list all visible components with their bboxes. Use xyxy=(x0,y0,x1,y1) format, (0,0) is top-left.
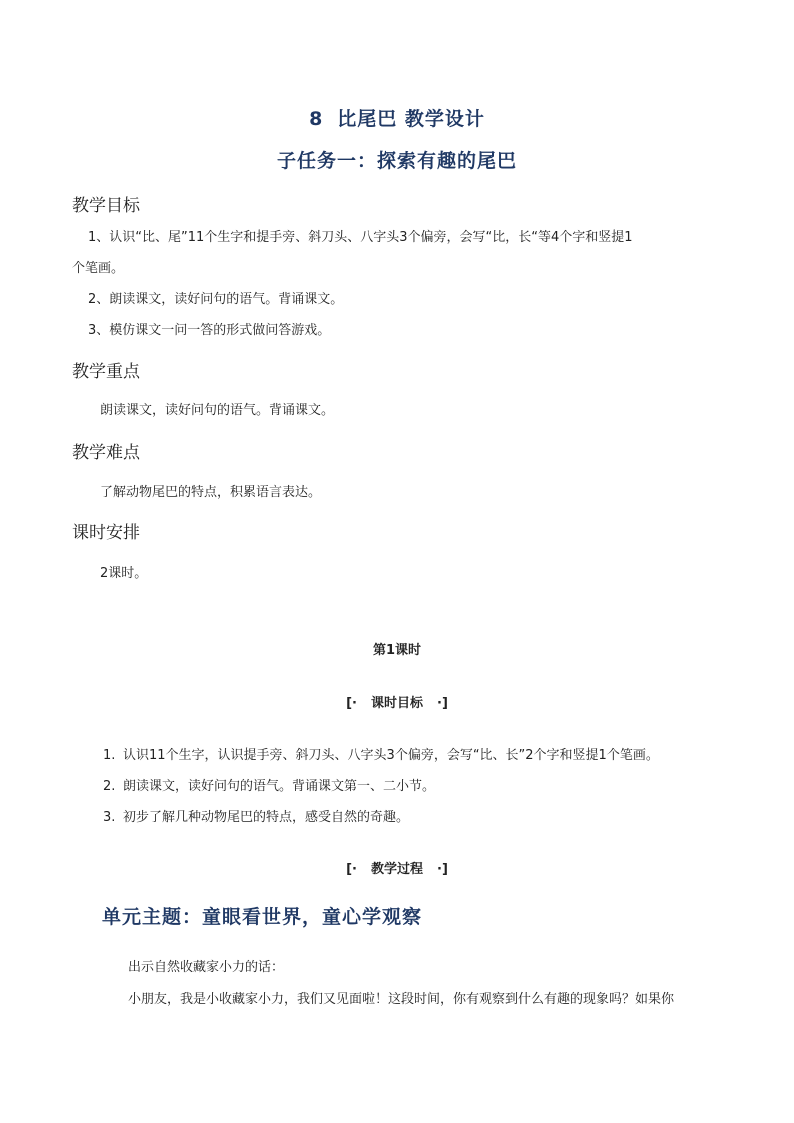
bracket-close: ·] xyxy=(437,696,448,711)
objective-text: 初步了解几种动物尾巴的特点，感受自然的奇趣。 xyxy=(123,810,410,825)
process-heading xyxy=(0,858,794,877)
objective-item-3 xyxy=(103,806,409,825)
difficulties-text: 了解动物尾巴的特点，积累语言表达。 xyxy=(100,485,322,500)
schedule-text: 2课时。 xyxy=(100,566,148,581)
goal-item-1-cont: 个笔画。 xyxy=(72,261,125,276)
objective-text: 朗读课文，读好问句的语气。背诵课文第一、二小节。 xyxy=(123,779,436,794)
objective-number: 1. xyxy=(103,748,116,763)
goal-item-2: 2、朗读课文，读好问句的语气。背诵课文。 xyxy=(88,292,344,307)
goals-heading: 教学目标 xyxy=(72,196,140,216)
difficulties-heading: 教学难点 xyxy=(72,443,140,463)
lesson-title: 第1课时 xyxy=(372,643,422,658)
objective-text: 认识11个生字，认识提手旁、斜刀头、八字头3个偏旁，会写“比、长”2个字和竖提1个笔画。 xyxy=(123,748,659,763)
objective-item-2 xyxy=(103,775,435,794)
bracket-close: ·] xyxy=(437,862,448,877)
objective-number: 2. xyxy=(103,779,116,794)
objectives-label: 课时目标 xyxy=(370,696,423,711)
quote-text: 小朋友，我是小收藏家小力，我们又见面啦！这段时间，你有观察到什么有趣的现象吗？如果你 xyxy=(128,992,675,1007)
lesson-number: 8 xyxy=(309,108,324,130)
key-points-heading: 教学重点 xyxy=(72,362,140,382)
objectives-heading xyxy=(0,692,794,711)
objective-item-1 xyxy=(103,744,659,763)
document-subtitle: 子任务一：探索有趣的尾巴 xyxy=(276,150,517,172)
bracket-open: [· xyxy=(346,696,357,711)
intro-text: 出示自然收藏家小力的话： xyxy=(128,960,285,975)
goal-item-3: 3、模仿课文一问一答的形式做问答游戏。 xyxy=(88,323,331,338)
objective-number: 3. xyxy=(103,810,116,825)
schedule-heading: 课时安排 xyxy=(72,523,140,543)
process-label: 教学过程 xyxy=(370,862,423,877)
document-title xyxy=(0,104,794,131)
bracket-open: [· xyxy=(346,862,357,877)
goal-item-1: 1、认识“比、尾”11个生字和提手旁、斜刀头、八字头3个偏旁，会写“比，长“等4个字和竖提1 xyxy=(88,230,633,245)
key-points-text: 朗读课文，读好问句的语气。背诵课文。 xyxy=(100,403,335,418)
title-text: 比尾巴 教学设计 xyxy=(337,108,485,130)
unit-theme-heading: 单元主题：童眼看世界，童心学观察 xyxy=(102,906,423,928)
